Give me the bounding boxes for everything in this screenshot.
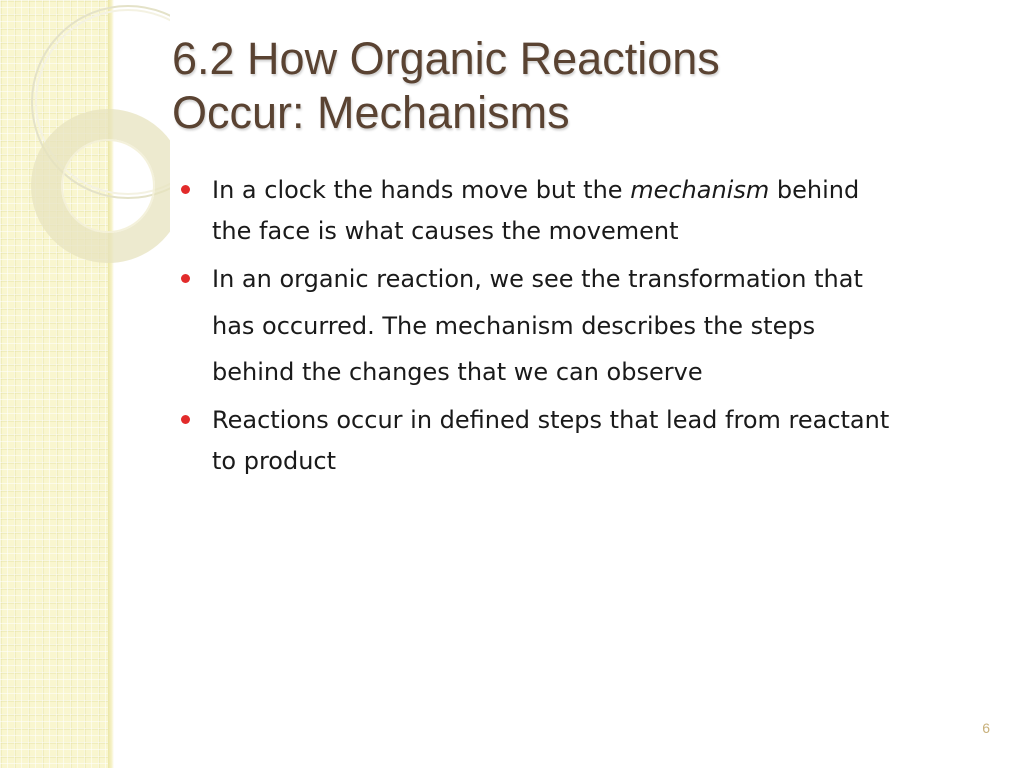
bullet-1-line-2: the face is what causes the movement <box>212 217 679 245</box>
bullet-3-line-2: to product <box>212 447 337 475</box>
bullet-2-line-2: has occurred. The mechanism describes the steps <box>212 312 816 340</box>
title-line-2: Occur: Mechanisms <box>172 87 570 138</box>
bullet-list <box>176 170 996 489</box>
bullet-1-text-pre: In a clock the hands move but the <box>212 176 631 204</box>
slide-title <box>172 32 992 140</box>
bullet-item-2 <box>176 259 996 393</box>
bullet-dot-icon <box>181 274 190 283</box>
bullet-1-emphasis: mechanism <box>630 176 770 204</box>
thick-ring <box>46 124 170 248</box>
title-line-1: 6.2 How Organic Reactions <box>172 33 720 84</box>
bullet-1-text-post: behind <box>769 176 860 204</box>
decorative-circles <box>0 0 170 290</box>
bullet-dot-icon <box>181 415 190 424</box>
page-number: 6 <box>982 720 990 736</box>
bullet-3-line-1: Reactions occur in defined steps that lead from reactant <box>212 406 890 434</box>
bullet-2-line-3: behind the changes that we can observe <box>212 358 703 386</box>
thick-ring-inner <box>62 140 154 232</box>
bullet-dot-icon <box>181 185 190 194</box>
bullet-item-1 <box>176 170 996 252</box>
bullet-item-3 <box>176 400 996 482</box>
bullet-1-line-1 <box>212 170 996 211</box>
bullet-2-line-1: In an organic reaction, we see the transformation that <box>212 265 863 293</box>
